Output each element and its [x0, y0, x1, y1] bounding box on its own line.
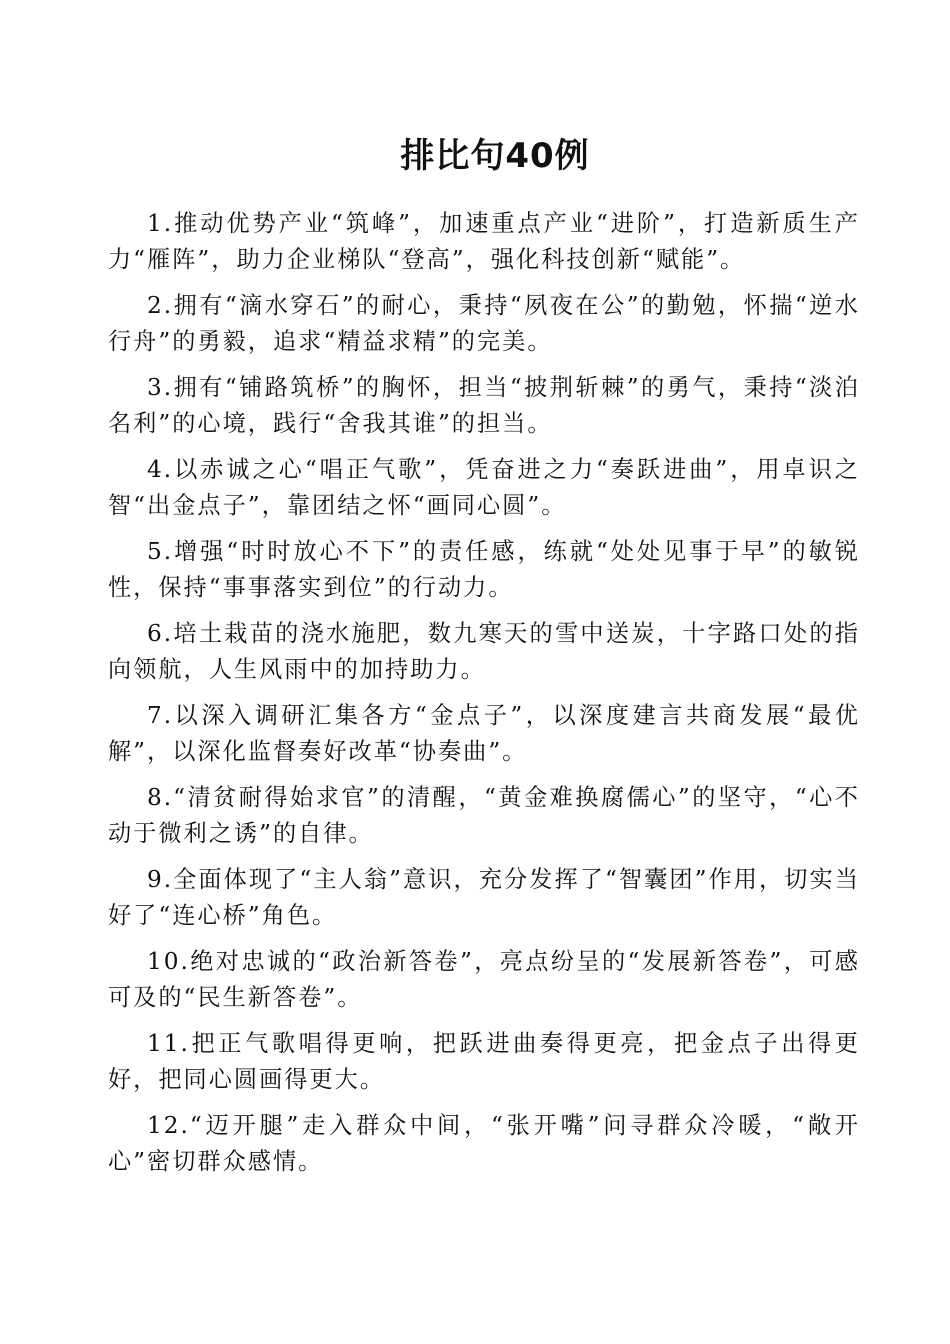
list-item: 3.拥有“铺路筑桥”的胸怀，担当“披荆斩棘”的勇气，秉持“淡泊名利”的心境，践行“舍我其谁”的担当。: [108, 374, 860, 437]
list-item: 8.“清贫耐得始求官”的清醒，“黄金难换腐儒心”的坚守，“心不动于微利之诱”的自律。: [108, 784, 860, 847]
list-item: 12.“迈开腿”走入群众中间，“张开嘴”问寻群众冷暖，“敞开心”密切群众感情。: [108, 1112, 860, 1175]
list-item: 10.绝对忠诚的“政治新答卷”，亮点纷呈的“发展新答卷”，可感可及的“民生新答卷”。: [108, 948, 860, 1011]
list-item: 4.以赤诚之心“唱正气歌”，凭奋进之力“奏跃进曲”，用卓识之智“出金点子”，靠团结之怀“画同心圆”。: [108, 456, 860, 519]
list-item: 1.推动优势产业“筑峰”，加速重点产业“进阶”，打造新质生产力“雁阵”，助力企业梯队“登高”，强化科技创新“赋能”。: [108, 210, 860, 273]
list-item: 9.全面体现了“主人翁”意识，充分发挥了“智囊团”作用，切实当好了“连心桥”角色。: [108, 866, 860, 929]
list-item: 5.增强“时时放心不下”的责任感，练就“处处见事于早”的敏锐性，保持“事事落实到位”的行动力。: [108, 538, 860, 601]
list-item: 6.培土栽苗的浇水施肥，数九寒天的雪中送炭，十字路口处的指向领航，人生风雨中的加持助力。: [108, 620, 860, 683]
list-item: 7.以深入调研汇集各方“金点子”，以深度建言共商发展“最优解”，以深化监督奏好改革“协奏曲”。: [108, 702, 860, 765]
example-list: [108, 206, 860, 1190]
list-item: 2.拥有“滴水穿石”的耐心，秉持“夙夜在公”的勤勉，怀揣“逆水行舟”的勇毅，追求“精益求精”的完美。: [108, 292, 860, 355]
list-item: 11.把正气歌唱得更响，把跃进曲奏得更亮，把金点子出得更好，把同心圆画得更大。: [108, 1030, 860, 1093]
document-title: 排比句40例: [400, 136, 590, 176]
